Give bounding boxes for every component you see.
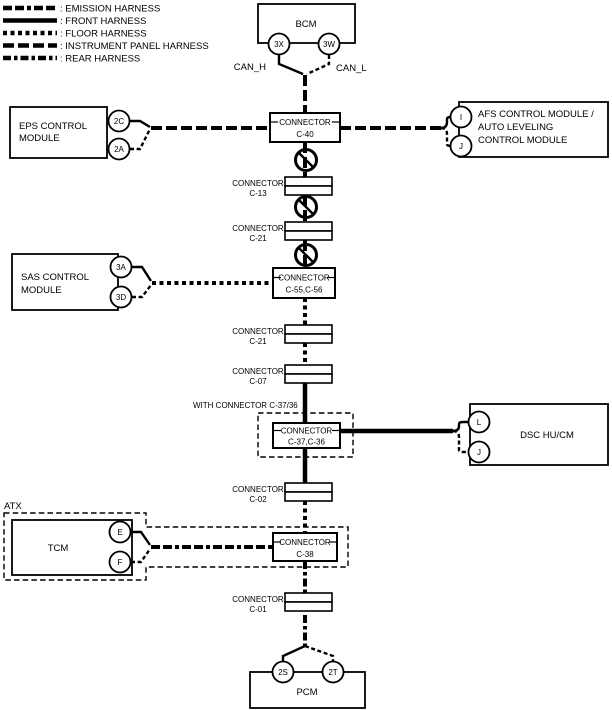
- pin-f-label: F: [117, 558, 123, 567]
- c13-rect-bottom: [285, 186, 332, 195]
- pin-i-label: I: [459, 113, 463, 122]
- c3736-label-1: CONNECTOR: [280, 426, 333, 436]
- canh-stub-dsc: [453, 422, 468, 431]
- c38-label-2: C-38: [296, 550, 314, 559]
- c21b-rect-bottom: [285, 334, 332, 343]
- can-l-label: CAN_L: [336, 63, 367, 74]
- connector-c21-upper: [232, 222, 332, 243]
- module-bcm: [234, 4, 367, 74]
- connector-c5556: [273, 268, 335, 298]
- pcm-label: PCM: [296, 687, 318, 698]
- c07-rect-bottom: [285, 374, 332, 383]
- module-dsc: [453, 404, 608, 465]
- legend-rear-label: : REAR HARNESS: [60, 53, 141, 65]
- canh-stub-sas: [132, 267, 151, 281]
- c21a-rect-top: [285, 222, 332, 231]
- pin-j-afs-label: J: [459, 142, 463, 151]
- legend-front-label: : FRONT HARNESS: [60, 16, 147, 27]
- pin-3w-label: 3W: [323, 40, 335, 49]
- connector-c01: [232, 593, 332, 614]
- canl-stub-pcm: [305, 646, 333, 662]
- pin-3x-label: 3X: [274, 40, 284, 49]
- module-eps: [10, 107, 150, 160]
- c01-rect-top: [285, 593, 332, 602]
- canl-stub-afs: [441, 128, 451, 146]
- afs-label-3: CONTROL MODULE: [478, 135, 568, 146]
- c07-label-2: C-07: [249, 377, 267, 386]
- pin-j-dsc-label: J: [477, 448, 481, 457]
- legend: [3, 4, 209, 65]
- afs-label-1: AFS CONTROL MODULE /: [478, 109, 594, 120]
- sas-label-2: MODULE: [21, 285, 62, 296]
- c40-label-2: C-40: [296, 130, 314, 139]
- pin-l-label: L: [476, 418, 482, 427]
- eps-label-1: EPS CONTROL: [19, 121, 88, 132]
- c5556-label-2: C-55,C-56: [285, 285, 323, 295]
- c02-label-2: C-02: [249, 495, 267, 504]
- c13-label-1: CONNECTOR: [232, 179, 284, 188]
- bcm-label: BCM: [295, 19, 317, 30]
- dsc-label: DSC HU/CM: [520, 430, 574, 441]
- c02-rect-top: [285, 483, 332, 492]
- c13-rect-top: [285, 177, 332, 186]
- pin-3a-label: 3A: [116, 263, 126, 272]
- connector-c13: [232, 177, 332, 198]
- c21b-label-1: CONNECTOR: [232, 327, 284, 336]
- canl-stub-dsc: [453, 431, 468, 452]
- can-h-label: CAN_H: [233, 62, 266, 73]
- tcm-label: TCM: [47, 543, 69, 554]
- pin-3d-label: 3D: [115, 293, 127, 302]
- pin-2a-label: 2A: [114, 145, 124, 154]
- c01-rect-bottom: [285, 602, 332, 611]
- connector-c02: [232, 483, 332, 504]
- canl-stub-bcm: [307, 55, 329, 74]
- connector-c3736: [193, 401, 353, 457]
- canl-stub-sas: [132, 285, 151, 297]
- c5556-label-1: CONNECTOR: [278, 273, 330, 283]
- eps-label-2: MODULE: [19, 133, 60, 144]
- c02-rect-bottom: [285, 492, 332, 501]
- pin-2t-label: 2T: [328, 668, 338, 677]
- legend-instrument-label: : INSTRUMENT PANEL HARNESS: [60, 41, 209, 52]
- canl-stub-eps: [130, 129, 150, 149]
- c3736-label-2: C-37,C-36: [288, 437, 325, 447]
- c01-label-2: C-01: [249, 605, 267, 614]
- c02-label-1: CONNECTOR: [232, 485, 284, 494]
- c21b-rect-top: [285, 325, 332, 334]
- legend-floor-label: : FLOOR HARNESS: [60, 28, 147, 40]
- c21b-label-2: C-21: [249, 337, 267, 346]
- c21a-label-1: CONNECTOR: [232, 224, 284, 233]
- pin-2c-label: 2C: [113, 117, 125, 126]
- canh-stub-afs: [441, 117, 451, 128]
- afs-label-2: AUTO LEVELING: [478, 122, 554, 133]
- connector-c40: [270, 113, 340, 142]
- sas-label-1: SAS CONTROL: [21, 272, 90, 283]
- canh-stub-pcm: [283, 646, 305, 662]
- pin-e-label: E: [117, 528, 123, 537]
- module-pcm: [250, 646, 365, 708]
- c13-label-2: C-13: [249, 189, 267, 198]
- with-connector-note: WITH CONNECTOR C-37/36: [193, 401, 298, 410]
- pin-2s-label: 2S: [278, 668, 288, 677]
- connector-c38: [273, 533, 337, 561]
- connector-c07: [232, 365, 332, 386]
- c07-rect-top: [285, 365, 332, 374]
- c07-label-1: CONNECTOR: [232, 367, 284, 376]
- canh-stub-eps: [130, 121, 150, 127]
- c38-label-1: CONNECTOR: [279, 538, 331, 547]
- legend-emission-label: : EMISSION HARNESS: [60, 3, 161, 15]
- c01-label-1: CONNECTOR: [232, 595, 284, 604]
- module-afs: [441, 102, 608, 157]
- canh-stub-tcm: [131, 532, 150, 545]
- atx-label: ATX: [4, 501, 22, 512]
- canl-stub-tcm: [131, 549, 150, 562]
- connector-c21-lower: [232, 325, 332, 346]
- c21a-rect-bottom: [285, 231, 332, 240]
- module-sas: [12, 254, 151, 310]
- c21a-label-2: C-21: [249, 234, 267, 243]
- c40-label-1: CONNECTOR: [279, 118, 331, 127]
- canh-stub-bcm: [279, 55, 303, 74]
